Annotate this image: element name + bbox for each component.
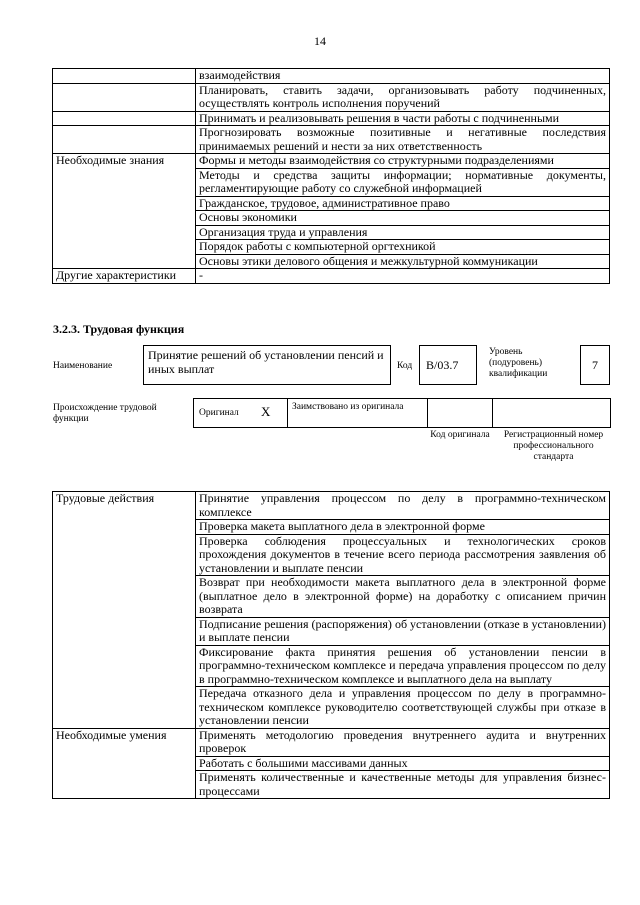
row-text: - xyxy=(196,269,610,284)
reg-number-caption: Регистрационный номер профессионального стандарта xyxy=(503,430,604,462)
skills-knowledge-table xyxy=(52,68,610,284)
row-text: Проверка макета выплатного дела в электронной форме xyxy=(196,520,610,535)
origin-divider xyxy=(427,399,428,427)
table-row xyxy=(53,269,610,284)
table-row xyxy=(53,492,610,520)
code-original-caption: Код оригинала xyxy=(430,430,490,440)
table-row xyxy=(53,111,610,126)
original-label: Оригинал xyxy=(199,408,239,418)
row-text: Применять методологию проведения внутреннего аудита и внутренних проверок xyxy=(196,728,610,756)
row-text: взаимодействия xyxy=(196,69,610,84)
borrowed-label: Заимствовано из оригинала xyxy=(292,402,404,412)
row-text: Прогнозировать возможные позитивные и негативные последствия принимаемых решений и нести за них ответственность xyxy=(196,126,610,154)
row-text: Организация труда и управления xyxy=(196,225,610,240)
function-code-box xyxy=(419,345,477,385)
name-label: Наименование xyxy=(53,361,113,371)
row-text: Принятие управления процессом по делу в программно-техническом комплексе xyxy=(196,492,610,520)
row-text: Формы и методы взаимодействия со структурными подразделениями xyxy=(196,154,610,169)
row-text: Применять количественные и качественные методы для управления бизнес-процессами xyxy=(196,771,610,799)
row-label-required-skills: Необходимые умения xyxy=(53,728,196,799)
row-text: Возврат при необходимости макета выплатного дела в электронной форме (выплатное дело в электронной форме) на доработку с описанием причин возврата xyxy=(196,576,610,618)
row-label-labor-actions: Трудовые действия xyxy=(53,492,196,729)
function-code-value: B/03.7 xyxy=(426,358,459,372)
table-row xyxy=(53,154,610,169)
original-mark: X xyxy=(261,404,271,419)
row-text: Методы и средства защиты информации; нормативные документы, регламентирующие работу со служебной информацией xyxy=(196,168,610,196)
level-value: 7 xyxy=(592,358,598,372)
table-row xyxy=(53,728,610,756)
row-label-required-knowledge: Необходимые знания xyxy=(53,154,196,269)
function-name-value: Принятие решений об установлении пенсий и иных выплат xyxy=(148,348,384,376)
row-text: Передача отказного дела и управления процессом по делу в программно-техническом комплексе руководителю соответствующей службы при отказе в установлении пенсии xyxy=(196,687,610,729)
page-number: 14 xyxy=(314,34,326,48)
table-row xyxy=(53,83,610,111)
section-title: 3.2.3. Трудовая функция xyxy=(53,322,185,336)
row-text: Фиксирование факта принятия решения об установлении пенсии в программно-техническом комплексе и передача управления процессом по делу в программно-техническом комплексе и выплатного дела на выплату xyxy=(196,645,610,687)
row-label xyxy=(53,111,196,126)
row-text: Работать с большими массивами данных xyxy=(196,756,610,771)
level-box xyxy=(580,345,610,385)
row-text: Подписание решения (распоряжения) об установлении (отказе в установлении) и выплате пенсии xyxy=(196,617,610,645)
code-label: Код xyxy=(397,361,413,371)
row-text: Принимать и реализовывать решения в части работы с подчиненными xyxy=(196,111,610,126)
row-label-other-characteristics: Другие характеристики xyxy=(53,269,196,284)
row-label xyxy=(53,83,196,111)
labor-actions-table xyxy=(52,491,610,799)
row-text: Порядок работы с компьютерной оргтехникой xyxy=(196,240,610,255)
origin-divider xyxy=(492,399,493,427)
level-label: Уровень (подуровень) квалификации xyxy=(489,347,548,379)
table-row xyxy=(53,69,610,84)
row-text: Планировать, ставить задачи, организовывать работу подчиненных, осуществлять контроль исполнения поручений xyxy=(196,83,610,111)
origin-label: Происхождение трудовой функции xyxy=(53,403,157,424)
row-text: Проверка соблюдения процессуальных и технологических сроков прохождения документов в течение всего периода рассмотрения заявления об установлении и выплате пенсии xyxy=(196,534,610,576)
origin-box xyxy=(193,398,611,428)
function-name-box xyxy=(143,345,391,385)
row-text: Гражданское, трудовое, административное право xyxy=(196,196,610,211)
origin-divider xyxy=(287,399,288,427)
row-text: Основы этики делового общения и межкультурной коммуникации xyxy=(196,254,610,269)
row-text: Основы экономики xyxy=(196,211,610,226)
row-label xyxy=(53,69,196,84)
row-label xyxy=(53,126,196,154)
table-row xyxy=(53,126,610,154)
